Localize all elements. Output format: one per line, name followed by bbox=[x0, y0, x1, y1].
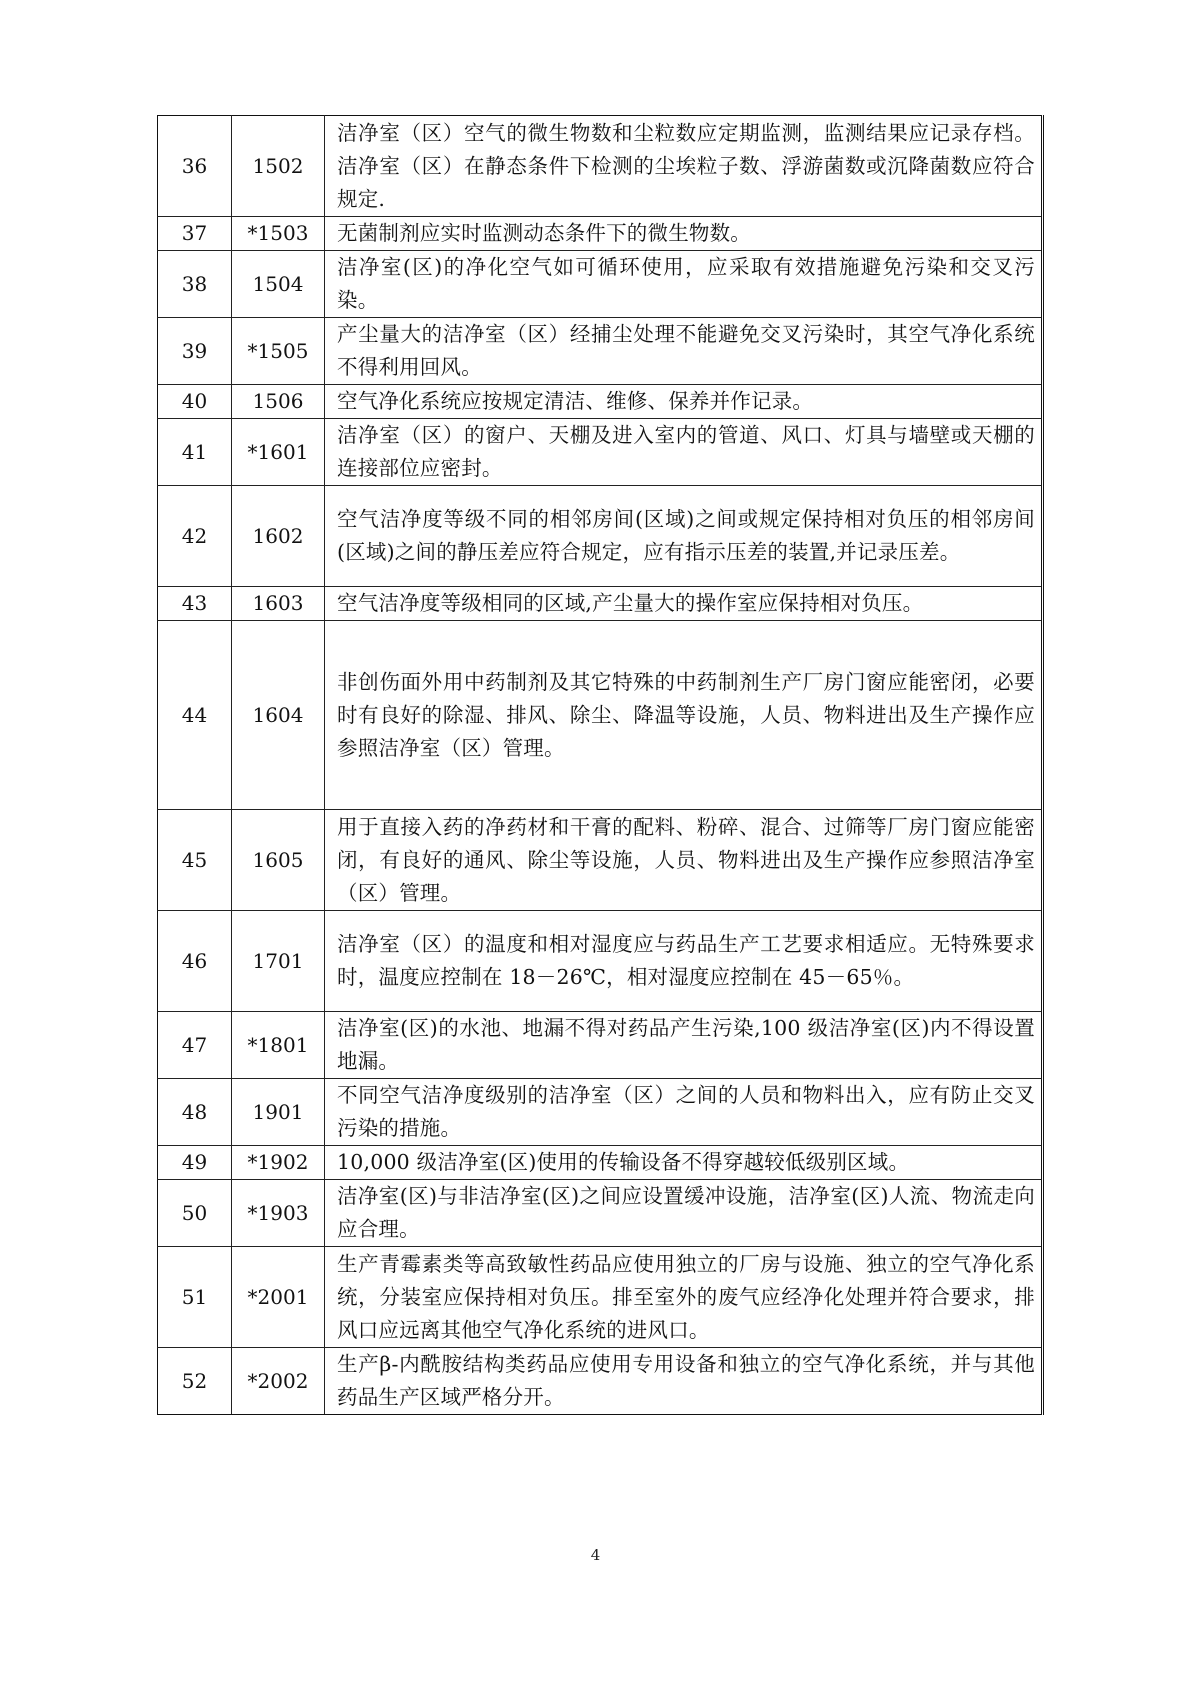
table-row bbox=[158, 486, 1043, 587]
row-number: 45 bbox=[158, 810, 232, 911]
item-content: 洁净室（区）空气的微生物数和尘粒数应定期监测，监测结果应记录存档。洁净室（区）在静态条件下检测的尘埃粒子数、浮游菌数或沉降菌数应符合规定. bbox=[325, 116, 1043, 217]
item-content: 生产β-内酰胺结构类药品应使用专用设备和独立的空气净化系统，并与其他药品生产区域严格分开。 bbox=[325, 1348, 1043, 1415]
row-number: 48 bbox=[158, 1079, 232, 1146]
item-content: 无菌制剂应实时监测动态条件下的微生物数。 bbox=[325, 217, 1043, 251]
item-content: 非创伤面外用中药制剂及其它特殊的中药制剂生产厂房门窗应能密闭，必要时有良好的除湿、排风、除尘、降温等设施，人员、物料进出及生产操作应参照洁净室（区）管理。 bbox=[325, 621, 1043, 810]
item-code: 1602 bbox=[232, 486, 325, 587]
row-number: 42 bbox=[158, 486, 232, 587]
table-row bbox=[158, 1079, 1043, 1146]
item-content: 洁净室(区)的水池、地漏不得对药品产生污染,100 级洁净室(区)内不得设置地漏。 bbox=[325, 1012, 1043, 1079]
table-row bbox=[158, 1146, 1043, 1180]
item-code: *1505 bbox=[232, 318, 325, 385]
item-content: 洁净室(区)的净化空气如可循环使用，应采取有效措施避免污染和交叉污染。 bbox=[325, 251, 1043, 318]
row-number: 44 bbox=[158, 621, 232, 810]
item-content: 生产青霉素类等高致敏性药品应使用独立的厂房与设施、独立的空气净化系统，分装室应保持相对负压。排至室外的废气应经净化处理并符合要求，排风口应远离其他空气净化系统的进风口。 bbox=[325, 1247, 1043, 1348]
row-number: 38 bbox=[158, 251, 232, 318]
row-number: 47 bbox=[158, 1012, 232, 1079]
item-content: 洁净室（区）的温度和相对湿度应与药品生产工艺要求相适应。无特殊要求时，温度应控制在 18－26℃，相对湿度应控制在 45－65％。 bbox=[325, 911, 1043, 1012]
row-number: 43 bbox=[158, 587, 232, 621]
item-code: *1601 bbox=[232, 419, 325, 486]
table-row bbox=[158, 1012, 1043, 1079]
table-row bbox=[158, 587, 1043, 621]
item-code: *1801 bbox=[232, 1012, 325, 1079]
item-code: 1506 bbox=[232, 385, 325, 419]
item-code: *1903 bbox=[232, 1180, 325, 1247]
item-code: *2001 bbox=[232, 1247, 325, 1348]
table-row bbox=[158, 911, 1043, 1012]
item-code: *1503 bbox=[232, 217, 325, 251]
table-row bbox=[158, 217, 1043, 251]
item-code: *2002 bbox=[232, 1348, 325, 1415]
item-code: 1502 bbox=[232, 116, 325, 217]
item-code: 1504 bbox=[232, 251, 325, 318]
row-number: 41 bbox=[158, 419, 232, 486]
page-number: 4 bbox=[590, 1546, 601, 1564]
item-code: 1901 bbox=[232, 1079, 325, 1146]
row-number: 51 bbox=[158, 1247, 232, 1348]
item-code: 1701 bbox=[232, 911, 325, 1012]
row-number: 40 bbox=[158, 385, 232, 419]
item-code: 1603 bbox=[232, 587, 325, 621]
item-code: 1604 bbox=[232, 621, 325, 810]
item-content: 不同空气洁净度级别的洁净室（区）之间的人员和物料出入，应有防止交叉污染的措施。 bbox=[325, 1079, 1043, 1146]
requirements-table bbox=[157, 115, 1044, 1415]
item-content: 10,000 级洁净室(区)使用的传输设备不得穿越较低级别区域。 bbox=[325, 1146, 1043, 1180]
row-number: 46 bbox=[158, 911, 232, 1012]
table-row bbox=[158, 1348, 1043, 1415]
table-row bbox=[158, 251, 1043, 318]
item-content: 用于直接入药的净药材和干膏的配料、粉碎、混合、过筛等厂房门窗应能密闭，有良好的通风、除尘等设施，人员、物料进出及生产操作应参照洁净室（区）管理。 bbox=[325, 810, 1043, 911]
item-code: *1902 bbox=[232, 1146, 325, 1180]
row-number: 50 bbox=[158, 1180, 232, 1247]
row-number: 49 bbox=[158, 1146, 232, 1180]
table-row bbox=[158, 385, 1043, 419]
table-row bbox=[158, 1247, 1043, 1348]
item-content: 产尘量大的洁净室（区）经捕尘处理不能避免交叉污染时，其空气净化系统不得利用回风。 bbox=[325, 318, 1043, 385]
table-row bbox=[158, 318, 1043, 385]
table-row bbox=[158, 1180, 1043, 1247]
table-row bbox=[158, 621, 1043, 810]
row-number: 36 bbox=[158, 116, 232, 217]
item-code: 1605 bbox=[232, 810, 325, 911]
table-row bbox=[158, 419, 1043, 486]
item-content: 空气洁净度等级相同的区域,产尘量大的操作室应保持相对负压。 bbox=[325, 587, 1043, 621]
table-row bbox=[158, 810, 1043, 911]
row-number: 37 bbox=[158, 217, 232, 251]
row-number: 52 bbox=[158, 1348, 232, 1415]
row-number: 39 bbox=[158, 318, 232, 385]
item-content: 空气洁净度等级不同的相邻房间(区域)之间或规定保持相对负压的相邻房间(区域)之间的静压差应符合规定，应有指示压差的装置,并记录压差。 bbox=[325, 486, 1043, 587]
item-content: 洁净室（区）的窗户、天棚及进入室内的管道、风口、灯具与墙壁或天棚的连接部位应密封。 bbox=[325, 419, 1043, 486]
table-row bbox=[158, 116, 1043, 217]
item-content: 洁净室(区)与非洁净室(区)之间应设置缓冲设施，洁净室(区)人流、物流走向应合理。 bbox=[325, 1180, 1043, 1247]
item-content: 空气净化系统应按规定清洁、维修、保养并作记录。 bbox=[325, 385, 1043, 419]
